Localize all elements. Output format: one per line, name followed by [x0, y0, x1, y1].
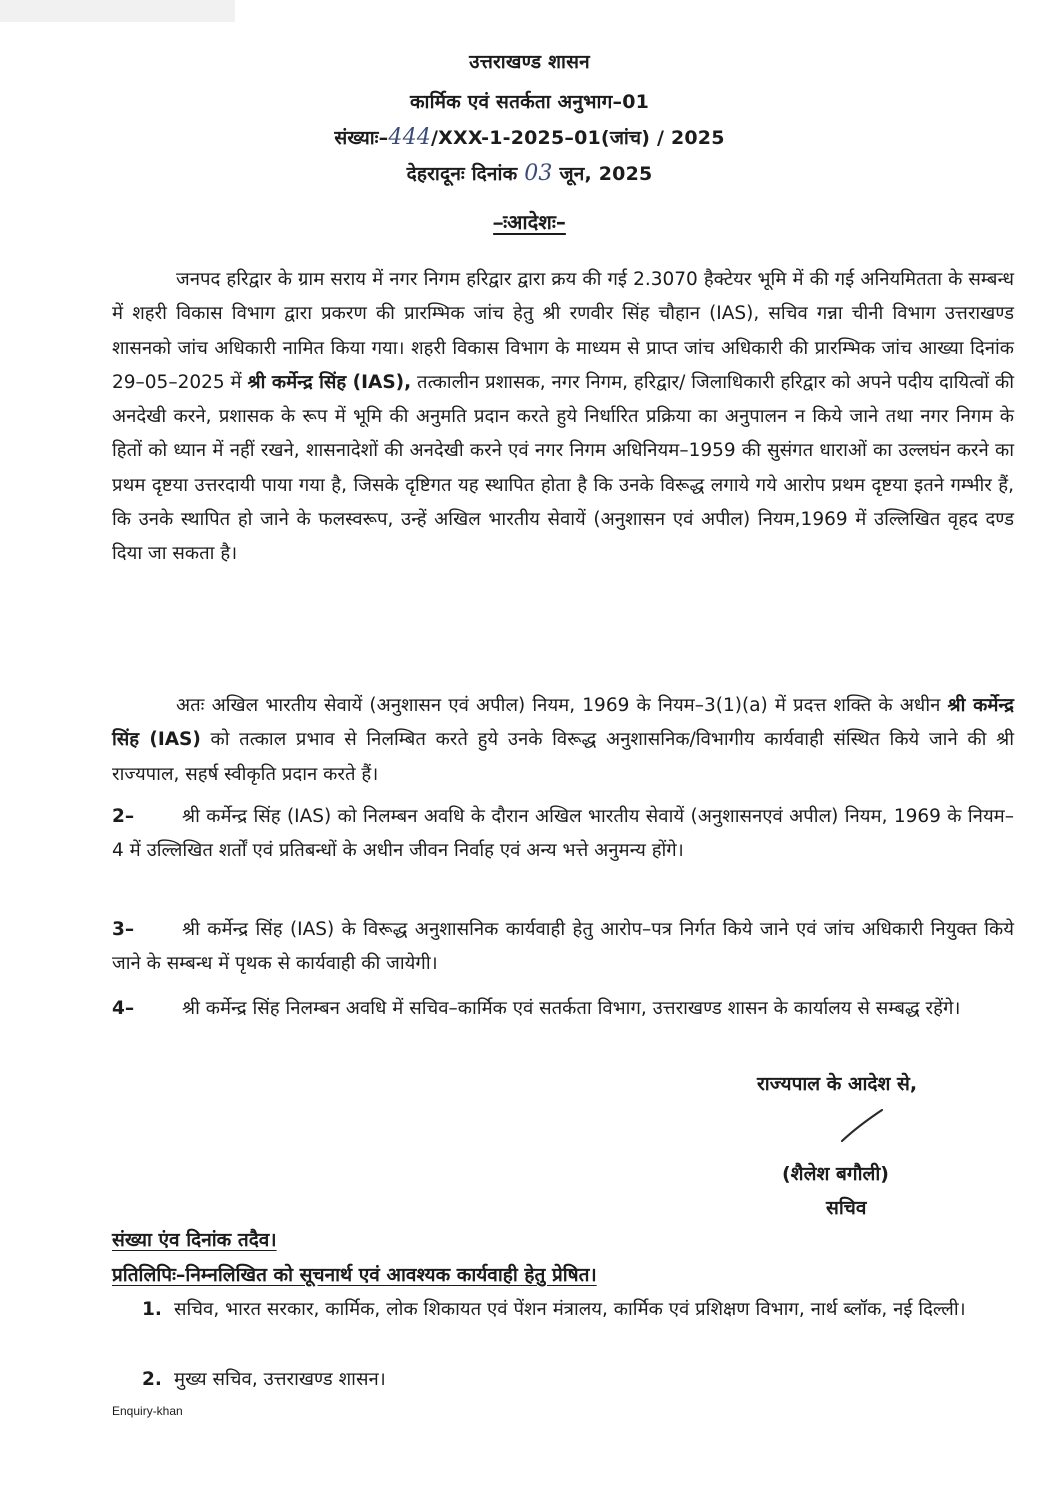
paragraph-3-text: श्री कर्मेन्द्र सिंह (IAS) को निलम्बन अवधि के दौरान अखिल भारतीय सेवायें (अनुशासनएवं अपील) नियम, 1969 के नियम–4 में उल्लिखित शर्तों एवं प्रतिबन्धों के अधीन जीवन निर्वाह एवं अन्य भत्ते अनुमन्य होंगे। [112, 806, 1014, 862]
paragraph-1-after: तत्कालीन प्रशासक, नगर निगम, हरिद्वार/ जिलाधिकारी हरिद्वार को अपने पदीय दायित्वों की अनदेखी करने, प्रशासक के रूप में भूमि की अनुमति प्रदान करते हुये निर्धारित प्रक्रिया का अनुपालन न किये जाने तथा नगर निगम के हितों को ध्यान में नहीं रखने, शासनादेशों की अनदेखी करने एवं नगर निगम अधिनियम–1959 की सुसंगत धाराओं का उल्लघंन करने का प्रथम दृष्टया उत्तरदायी पाया गया है, जिसके दृष्टिगत यह स्थापित होता है कि उनके विरूद्ध लगाये गये आरोप प्रथम दृष्टया इतने गम्भीर हैं, कि उनके स्थापित हो जाने के फलस्वरूप, उन्हें अखिल भारतीय सेवायें (अनुशासन एवं अपील) नियम,1969 में उल्लिखित वृहद दण्ड दिया जा सकता है। [112, 371, 1014, 565]
order-number [0, 124, 1059, 150]
signatory-name: (शैलेश बगौली) [782, 1163, 889, 1185]
order-heading-text: –ःआदेशः– [493, 210, 566, 234]
list-item-text: सचिव, भारत सरकार, कार्मिक, लोक शिकायत एवं पेंशन मंत्रालय, कार्मिक एवं प्रशिक्षण विभाग, नार्थ ब्लॉक, नई दिल्ली। [174, 1299, 966, 1320]
order-date-suffix: जून, 2025 [559, 163, 653, 185]
paragraph-1-before: जनपद हरिद्वार के ग्राम सराय में नगर निगम हरिद्वार द्वारा क्रय की गई 2.3070 हैक्टेयर भूमि में की गई अनियमितता के सम्बन्ध में शहरी विकास विभाग द्वारा प्रकरण की प्रारम्भिक जांच हेतु श्री रणवीर सिंह चौहान (IAS), सचिव गन्ना चीनी विभाग उत्तराखण्ड शासनको जांच अधिकारी नामित किया गया। शहरी विकास विभाग के माध्यम से प्राप्त जांच अधिकारी की प्रारम्भिक जांच आख्या दिनांक 29–05–2025 में [112, 269, 1014, 393]
order-number-suffix: /XXX-1-2025–01(जांच) / 2025 [430, 127, 725, 149]
paragraph-4-text: श्री कर्मेन्द्र सिंह (IAS) के विरूद्ध अनुशासनिक कार्यवाही हेतु आरोप–पत्र निर्गत किये जाने एवं जांच अधिकारी नियुक्त किये जाने के सम्बन्ध में पृथक से कार्यवाही की जायेगी। [112, 919, 1014, 975]
order-date-handwritten: 03 [524, 161, 553, 186]
paragraph-2 [112, 689, 1014, 792]
paragraph-1 [112, 263, 1014, 572]
paragraph-3 [112, 800, 1014, 869]
order-number-prefix: संख्याः– [334, 127, 389, 149]
signatory-designation: सचिव [826, 1197, 867, 1219]
order-date-prefix: देहरादूनः दिनांक [406, 163, 518, 185]
paragraph-5-text: श्री कर्मेन्द्र सिंह निलम्बन अवधि में सचिव–कार्मिक एवं सतर्कता विभाग, उत्तराखण्ड शासन के कार्यालय से सम्बद्ध रहेंगे। [182, 998, 961, 1019]
list-item-number: 2. [142, 1369, 162, 1390]
scan-corner-tab [0, 0, 235, 22]
by-order-line: राज्यपाल के आदेश से, [757, 1073, 918, 1095]
signature-mark [838, 1108, 886, 1144]
order-heading [0, 208, 1059, 235]
paragraph-1-bold: श्री कर्मेन्द्र सिंह (IAS), [247, 371, 412, 393]
paragraph-5-number: 4– [112, 998, 135, 1019]
reference-line [112, 1226, 277, 1252]
paragraph-4 [112, 913, 1014, 982]
order-number-handwritten: 444 [388, 125, 431, 150]
list-item-number: 1. [142, 1299, 162, 1320]
paragraph-4-number: 3– [112, 919, 135, 940]
reference-line-text: संख्या एंव दिनांक तदैव। [112, 1229, 277, 1251]
copy-to-title-text: प्रतिलिपिः–निम्नलिखित को सूचनार्थ एवं आवश्यक कार्यवाही हेतु प्रेषित। [112, 1264, 597, 1286]
footer-tag: Enquiry-khan [112, 1404, 183, 1418]
paragraph-2-before: अतः अखिल भारतीय सेवायें (अनुशासन एवं अपील) नियम, 1969 के नियम–3(1)(a) में प्रदत्त शक्ति के अधीन [176, 695, 941, 716]
order-date [0, 160, 1059, 186]
paragraph-2-after: को तत्काल प्रभाव से निलम्बित करते हुये उनके विरूद्ध अनुशासनिक/विभागीय कार्यवाही संस्थित किये जाने की श्री राज्यपाल, सहर्ष स्वीकृति प्रदान करते हैं। [112, 729, 1014, 785]
paragraph-3-number: 2– [112, 806, 135, 827]
government-name: उत्तराखण्ड शासन [469, 51, 590, 73]
section-name: कार्मिक एवं सतर्कता अनुभाग–01 [409, 91, 650, 113]
list-item [142, 1362, 1022, 1398]
copy-to-title [112, 1261, 597, 1287]
list-item [142, 1292, 1022, 1328]
paragraph-2-bold: श्री कर्मेन्द्र सिंह (IAS) [112, 695, 1014, 751]
list-item-text: मुख्य सचिव, उत्तराखण्ड शासन। [174, 1369, 386, 1390]
paragraph-5 [112, 992, 1014, 1026]
